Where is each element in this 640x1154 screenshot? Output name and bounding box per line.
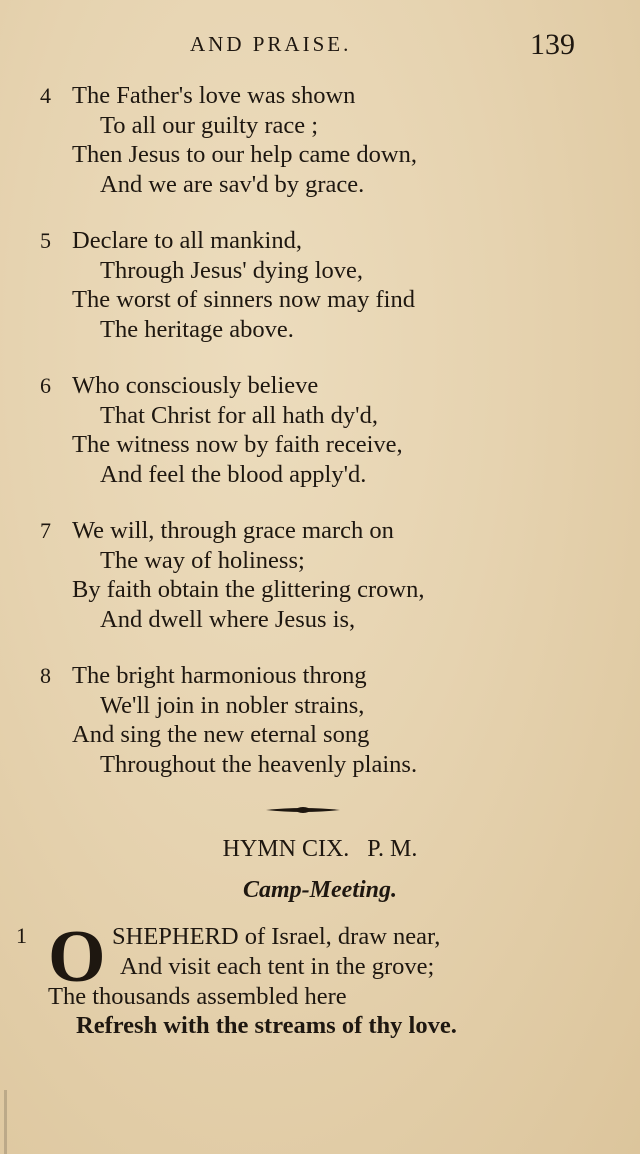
verse-line: And visit each tent in the grove; (120, 953, 435, 980)
running-title: AND PRAISE. (190, 32, 352, 56)
verse-line: The Father's love was shown (72, 82, 356, 109)
verse-line: To all our guilty race ; (100, 111, 319, 139)
verse-line: We will, through grace march on (72, 517, 394, 544)
hymn-subtitle: Camp-Meeting. (243, 877, 397, 903)
stanza-number: 8 (40, 663, 51, 688)
verse-line: Throughout the heavenly plains. (100, 750, 418, 778)
verse-line: Who consciously believe (72, 372, 319, 399)
page-edge-mark (4, 1090, 7, 1154)
verse-line: Declare to all mankind, (72, 227, 302, 254)
verse-line: That Christ for all hath dy'd, (100, 401, 378, 429)
stanza-number: 4 (40, 83, 51, 108)
hymn-title: HYMN CIX. P. M. (222, 836, 418, 862)
stanza-number: 5 (40, 228, 51, 253)
verse-line: And feel the blood apply'd. (100, 460, 367, 488)
verse-line: And sing the new eternal song (72, 721, 370, 748)
ornament-divider (266, 806, 340, 814)
verse-line: The bright harmonious throng (72, 662, 367, 689)
verse-line: Refresh with the streams of thy love. (76, 1012, 457, 1039)
drop-cap: O (48, 916, 106, 998)
verse-line: By faith obtain the glittering crown, (72, 576, 425, 603)
verse-line: The worst of sinners now may find (72, 286, 415, 313)
verse-line: SHEPHERD of Israel, draw near, (112, 923, 441, 950)
verse-line: The heritage above. (100, 315, 294, 343)
verse-line: Then Jesus to our help came down, (72, 141, 417, 168)
verse-line: And dwell where Jesus is, (100, 605, 356, 633)
verse-line: The way of holiness; (100, 546, 305, 574)
stanza-number: 1 (16, 923, 27, 948)
stanza-number: 6 (40, 373, 51, 398)
verse-line: Through Jesus' dying love, (100, 256, 364, 284)
verse-line: We'll join in nobler strains, (100, 691, 365, 719)
verse-line: The thousands assembled here (48, 983, 347, 1010)
page-number: 139 (530, 28, 575, 61)
stanza-number: 7 (40, 518, 51, 543)
verse-line: The witness now by faith receive, (72, 431, 403, 458)
verse-line: And we are sav'd by grace. (100, 170, 365, 198)
